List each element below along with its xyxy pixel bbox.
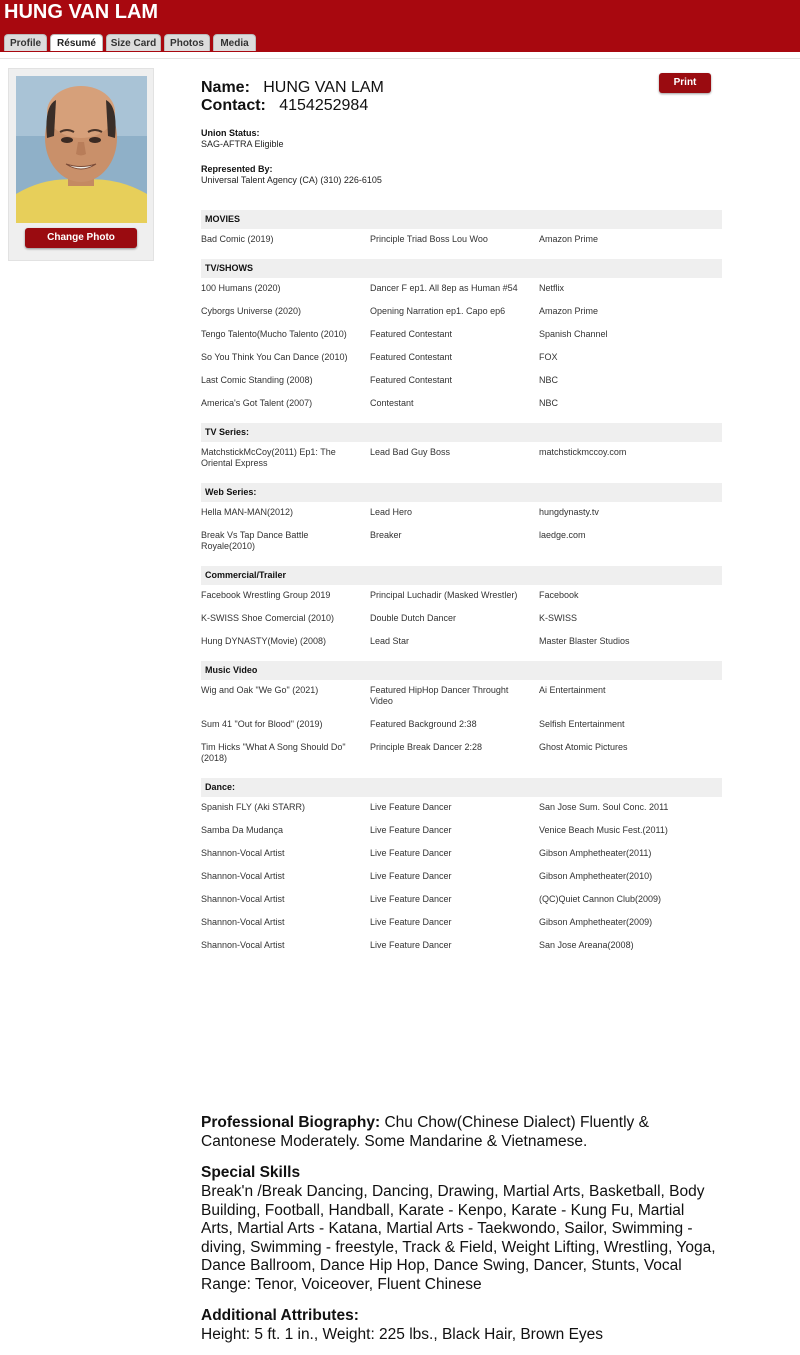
credit-role: Featured Background 2:38 — [370, 719, 477, 729]
resume-section — [201, 661, 722, 764]
credit-project: Samba Da Mudança — [201, 825, 284, 835]
credit-row — [201, 352, 722, 363]
credit-role: Live Feature Dancer — [370, 871, 452, 881]
credit-row — [201, 742, 722, 764]
credit-project: Facebook Wrestling Group 2019 — [201, 590, 331, 600]
contact-line — [201, 96, 368, 116]
biography-text: Chu Chow(Chinese Dialect) Fluently & Cantonese Moderately. Some Mandarine & Vietnamese. — [201, 1114, 649, 1150]
credit-project: 100 Humans (2020) — [201, 283, 281, 293]
credit-company: laedge.com — [539, 530, 586, 540]
credit-role: Principal Luchadir (Masked Wrestler) — [370, 590, 518, 600]
credit-row — [201, 507, 722, 518]
credit-company: Selfish Entertainment — [539, 719, 625, 729]
credit-company: hungdynasty.tv — [539, 507, 599, 517]
credit-role: Lead Star — [370, 636, 410, 646]
credit-project: Sum 41 "Out for Blood" (2019) — [201, 719, 323, 729]
photo-panel — [8, 68, 154, 261]
credit-row — [201, 306, 722, 317]
section-heading: MOVIES — [201, 210, 722, 229]
union-status-value: SAG-AFTRA Eligible — [201, 139, 284, 149]
credit-row — [201, 917, 722, 928]
credit-project: Shannon-Vocal Artist — [201, 871, 285, 881]
resume-section — [201, 566, 722, 647]
resume-section — [201, 483, 722, 552]
credit-role: Dancer F ep1. All 8ep as Human #54 — [370, 283, 518, 293]
name-label: Name: — [201, 79, 250, 96]
actor-name: HUNG VAN LAM — [263, 79, 384, 96]
credit-company: NBC — [539, 375, 559, 385]
resume-section — [201, 210, 722, 245]
credit-company: NBC — [539, 398, 559, 408]
credit-row — [201, 685, 722, 707]
credit-row — [201, 719, 722, 730]
credit-row — [201, 375, 722, 386]
credit-row — [201, 530, 722, 552]
additional-attributes-heading: Additional Attributes: — [201, 1307, 359, 1324]
credit-role: Breaker — [370, 530, 402, 540]
credit-project: Tim Hicks "What A Song Should Do" (2018) — [201, 742, 346, 763]
header-divider — [0, 52, 800, 59]
credit-row — [201, 613, 722, 624]
credit-company: Spanish Channel — [539, 329, 608, 339]
credit-project: K-SWISS Shoe Comercial (2010) — [201, 613, 335, 623]
phone-number: 4154252984 — [279, 97, 369, 114]
credit-project: Tengo Talento(Mucho Talento (2010) — [201, 329, 347, 339]
credit-row — [201, 802, 722, 813]
credit-role: Live Feature Dancer — [370, 940, 452, 950]
credit-company: K-SWISS — [539, 613, 578, 623]
credit-role: Featured Contestant — [370, 329, 453, 339]
credit-role: Lead Hero — [370, 507, 413, 517]
credit-role: Double Dutch Dancer — [370, 613, 457, 623]
credit-company: Netflix — [539, 283, 565, 293]
credit-row — [201, 894, 722, 905]
credit-row — [201, 283, 722, 294]
credit-company: Gibson Amphetheater(2011) — [539, 848, 652, 858]
credit-project: Cyborgs Universe (2020) — [201, 306, 302, 316]
additional-attributes-text: Height: 5 ft. 1 in., Weight: 225 lbs., Black Hair, Brown Eyes — [201, 1326, 604, 1343]
headshot-photo — [16, 76, 147, 223]
credit-project: Wig and Oak "We Go" (2021) — [201, 685, 319, 695]
section-heading: Web Series: — [201, 483, 722, 502]
page-title: HUNG VAN LAM — [4, 1, 159, 23]
biography-label: Professional Biography: — [201, 1114, 381, 1131]
credit-project: Last Comic Standing (2008) — [201, 375, 313, 385]
credit-company: Ai Entertainment — [539, 685, 606, 695]
credit-company: Facebook — [539, 590, 579, 600]
credit-company: FOX — [539, 352, 558, 362]
section-heading: TV/SHOWS — [201, 259, 722, 278]
special-skills-text: Break'n /Break Dancing, Dancing, Drawing, Martial Arts, Basketball, Body Building, Football, Handball, Karate - Kenpo, Karate - Kung Fu, Martial Arts, Martial Arts - Katana, Martial Arts - Taekwondo, Sailor, Swimming - diving, Swimming - freestyle, Track & Field, Weight Lifting, Wrestling, Yoga, Dance Ballroom, Dance Hip Hop, Dance Swing, Dancer, Stunts, Vocal Range: Tenor, Voiceover, Fluent Chinese — [201, 1183, 716, 1293]
credit-project: Bad Comic (2019) — [201, 234, 274, 244]
credit-role: Live Feature Dancer — [370, 825, 452, 835]
credit-role: Featured Contestant — [370, 375, 453, 385]
credit-row — [201, 398, 722, 409]
credit-role: Featured Contestant — [370, 352, 453, 362]
print-button[interactable]: Print — [659, 73, 711, 93]
credit-role: Live Feature Dancer — [370, 802, 452, 812]
credit-row — [201, 848, 722, 859]
credit-row — [201, 329, 722, 340]
represented-by-label: Represented By: — [201, 164, 273, 174]
credit-company: Gibson Amphetheater(2010) — [539, 871, 653, 881]
contact-label: Contact: — [201, 97, 266, 114]
credit-project: Shannon-Vocal Artist — [201, 894, 285, 904]
credit-company: San Jose Sum. Soul Conc. 2011 — [539, 802, 669, 812]
professional-biography — [201, 1114, 711, 1151]
resume-section — [201, 259, 722, 409]
tab-profile[interactable]: Profile — [4, 34, 47, 51]
header-bar — [0, 0, 800, 52]
credit-row — [201, 940, 722, 951]
credit-role: Live Feature Dancer — [370, 917, 452, 927]
credit-role: Opening Narration ep1. Capo ep6 — [370, 306, 506, 316]
credit-row — [201, 447, 722, 469]
credit-role: Live Feature Dancer — [370, 894, 452, 904]
credit-row — [201, 636, 722, 647]
tab-photos[interactable]: Photos — [164, 34, 210, 51]
resume-section — [201, 778, 722, 951]
credit-role: Featured HipHop Dancer Throught Video — [370, 685, 509, 706]
credit-company: Amazon Prime — [539, 306, 599, 316]
credit-project: Shannon-Vocal Artist — [201, 917, 285, 927]
name-line — [201, 78, 384, 98]
credit-project: Shannon-Vocal Artist — [201, 848, 285, 858]
credit-row — [201, 871, 722, 882]
credit-project: So You Think You Can Dance (2010) — [201, 352, 348, 362]
change-photo-button[interactable]: Change Photo — [25, 228, 137, 248]
credit-role: Contestant — [370, 398, 414, 408]
credit-role: Lead Bad Guy Boss — [370, 447, 451, 457]
resume-section — [201, 423, 722, 469]
credit-company: matchstickmccoy.com — [539, 447, 627, 457]
credit-role: Principle Break Dancer 2:28 — [370, 742, 483, 752]
section-heading: Music Video — [201, 661, 722, 680]
represented-by-value: Universal Talent Agency (CA) (310) 226-6105 — [201, 175, 382, 185]
section-heading: TV Series: — [201, 423, 722, 442]
credit-company: Gibson Amphetheater(2009) — [539, 917, 653, 927]
credit-row — [201, 825, 722, 836]
credit-row — [201, 590, 722, 601]
credit-project: Spanish FLY (Aki STARR) — [201, 802, 306, 812]
tab-resume[interactable]: Résumé — [50, 34, 103, 51]
credit-project: America's Got Talent (2007) — [201, 398, 313, 408]
tab-size-card[interactable]: Size Card — [106, 34, 161, 51]
credit-project: Shannon-Vocal Artist — [201, 940, 285, 950]
section-heading: Commercial/Trailer — [201, 566, 722, 585]
credit-company: Master Blaster Studios — [539, 636, 630, 646]
section-heading: Dance: — [201, 778, 722, 797]
tab-media[interactable]: Media — [213, 34, 256, 51]
credit-project: MatchstickMcCoy(2011) Ep1: The Oriental Express — [201, 447, 336, 468]
union-status-label: Union Status: — [201, 128, 260, 138]
credit-role: Live Feature Dancer — [370, 848, 452, 858]
resume-credits — [201, 210, 722, 965]
credit-project: Hung DYNASTY(Movie) (2008) — [201, 636, 327, 646]
special-skills-heading: Special Skills — [201, 1164, 301, 1181]
credit-company: San Jose Areana(2008) — [539, 940, 634, 950]
credit-project: Hella MAN-MAN(2012) — [201, 507, 294, 517]
credit-row — [201, 234, 722, 245]
credit-company: Amazon Prime — [539, 234, 599, 244]
credit-project: Break Vs Tap Dance Battle Royale(2010) — [201, 530, 309, 551]
credit-company: (QC)Quiet Cannon Club(2009) — [539, 894, 662, 904]
credit-role: Principle Triad Boss Lou Woo — [370, 234, 488, 244]
credit-company: Ghost Atomic Pictures — [539, 742, 628, 752]
credit-company: Venice Beach Music Fest.(2011) — [539, 825, 668, 835]
